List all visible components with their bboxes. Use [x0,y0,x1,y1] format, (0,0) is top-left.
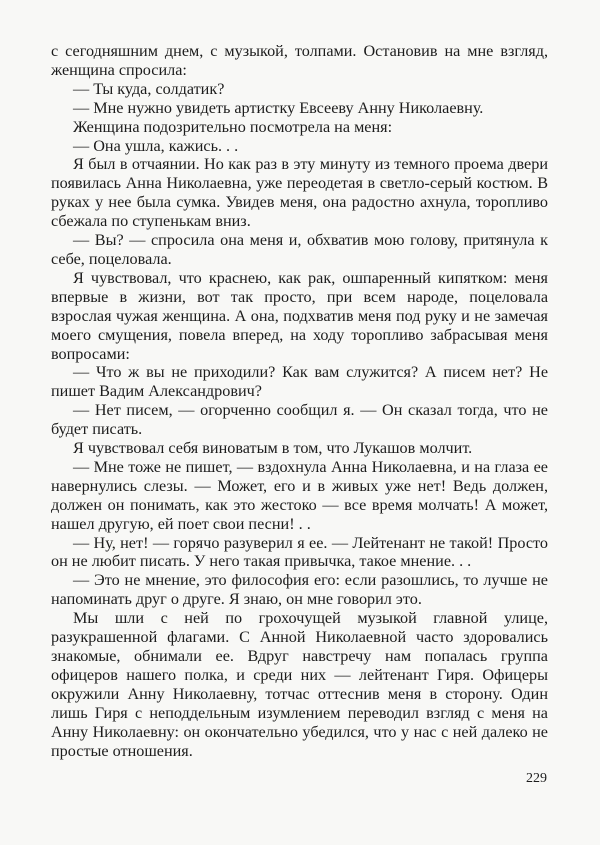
paragraph: — Это не мнение, это философия его: если разошлись, то лучше не напоминать друг о друге. Я знаю, он мне говорил это. [51,571,548,609]
paragraph: — Ты куда, солдатик? [73,79,225,98]
body-text [51,42,548,760]
paragraph: Я чувствовал, что краснею, как рак, ошпаренный кипятком: меня впервые в жизни, вот так просто, при всем народе, поцеловала взрослая чужая женщина. А она, подхватив меня под руку и не замечая моего смущения, повела вперед, на ходу торопливо забрасывая меня вопросами: [51,268,548,363]
paragraph: с сегодняшним днем, с музыкой, толпами. Остановив на мне взгляд, женщина спросила: [51,42,548,79]
paragraph: — Мне тоже не пишет, — вздохнула Анна Николаевна, и на глаза ее навернулись слезы. — Может, его и в живых уже нет! Ведь должен, должен он понимать, как это жестоко — все время молчать! А может, нашел другую, ей поет свои песни! . . [51,457,548,533]
paragraph: — Нет писем, — огорченно сообщил я. — Он сказал тогда, что не будет писать. [51,401,548,439]
paragraph: — Что ж вы не приходили? Как вам служится? А писем нет? Не пишет Вадим Александрович? [51,363,548,401]
paragraph: Я был в отчаянии. Но как раз в эту минуту из темного проема двери появилась Анна Николаевна, уже переодетая в светло-серый костюм. В руках у нее была сумка. Увидев меня, она радостно ахнула, торопливо сбежала по ступенькам вниз. [51,155,548,231]
paragraph: — Ну, нет! — горячо разуверил я ее. — Лейтенант не такой! Просто он не любит писать. У него такая привычка, такое мнение. . . [51,533,548,571]
paragraph: Мы шли с ней по грохочущей музыкой главной улице, разукрашенной флагами. С Анной Николаевной часто здоровались знакомые, обнимали ее. Вдруг навстречу нам попалась группа офицеров нашего полка, и среди них — лейтенант Гиря. Офицеры окружили Анну Николаевну, тотчас оттеснив меня в сторону. Один лишь Гиря с неподдельным изумлением переводил взгляд с меня на Анну Николаевну: он окончательно убедился, что у нас с ней далеко не простые отношения. [51,609,548,760]
paragraph: — Вы? — спросила она меня и, обхватив мою голову, притянула к себе, поцеловала. [51,231,548,268]
paragraph: Женщина подозрительно посмотрела на меня: [73,117,393,136]
paragraph: Я чувствовал себя виноватым в том, что Лукашов молчит. [73,439,473,458]
page-number: 229 [526,771,547,786]
paragraph: — Мне нужно увидеть артистку Евсееву Анну Николаевну. [73,98,484,117]
paragraph: — Она ушла, кажись. . . [73,136,239,155]
